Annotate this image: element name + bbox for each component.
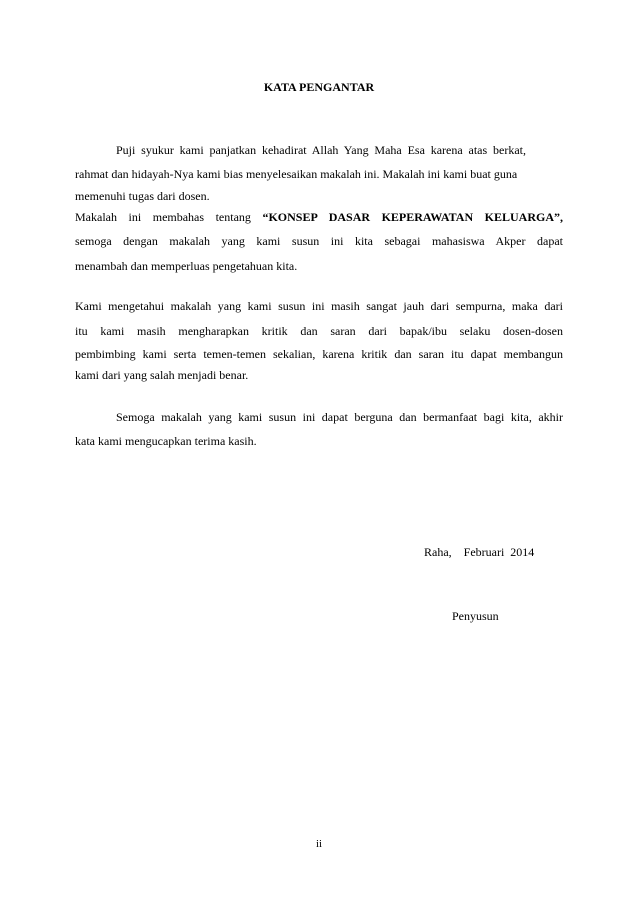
paragraph-2-prefix: Makalah ini membahas tentang (75, 210, 251, 224)
paragraph-2-bold-title: “KONSEP DASAR KEPERAWATAN KELUARGA”, (262, 210, 564, 224)
paragraph-4-line-1: Semoga makalah yang kami susun ini dapat berguna dan bermanfaat bagi kita, akhir (116, 410, 563, 424)
paragraph-2-line-3: menambah dan memperluas pengetahuan kita. (75, 259, 298, 273)
paragraph-4-line-2: kata kami mengucapkan terima kasih. (75, 434, 257, 448)
place-date: Raha, Februari 2014 (424, 545, 535, 559)
paragraph-1-line-2: rahmat dan hidayah-Nya kami bias menyelesaikan makalah ini. Makalah ini kami buat guna (75, 167, 518, 181)
paragraph-3-line-1: Kami mengetahui makalah yang kami susun ini masih sangat jauh dari sempurna, maka dari (75, 299, 563, 313)
page-number: ii (315, 838, 323, 850)
signature-label: Penyusun (452, 609, 499, 623)
paragraph-3-line-2: itu kami masih mengharapkan kritik dan saran dari bapak/ibu selaku dosen-dosen (75, 324, 563, 338)
paragraph-1-line-3: memenuhi tugas dari dosen. (75, 189, 210, 203)
paragraph-1-line-1: Puji syukur kami panjatkan kehadirat Allah Yang Maha Esa karena atas berkat, (116, 143, 526, 157)
paragraph-3-line-4: kami dari yang salah menjadi benar. (75, 368, 249, 382)
paragraph-2-line-2: semoga dengan makalah yang kami susun ini kita sebagai mahasiswa Akper dapat (75, 234, 563, 248)
paragraph-2-line-1 (75, 210, 563, 224)
paragraph-3-line-3: pembimbing kami serta temen-temen sekalian, karena kritik dan saran itu dapat membangun (75, 347, 563, 361)
page-title: KATA PENGANTAR (263, 80, 375, 94)
